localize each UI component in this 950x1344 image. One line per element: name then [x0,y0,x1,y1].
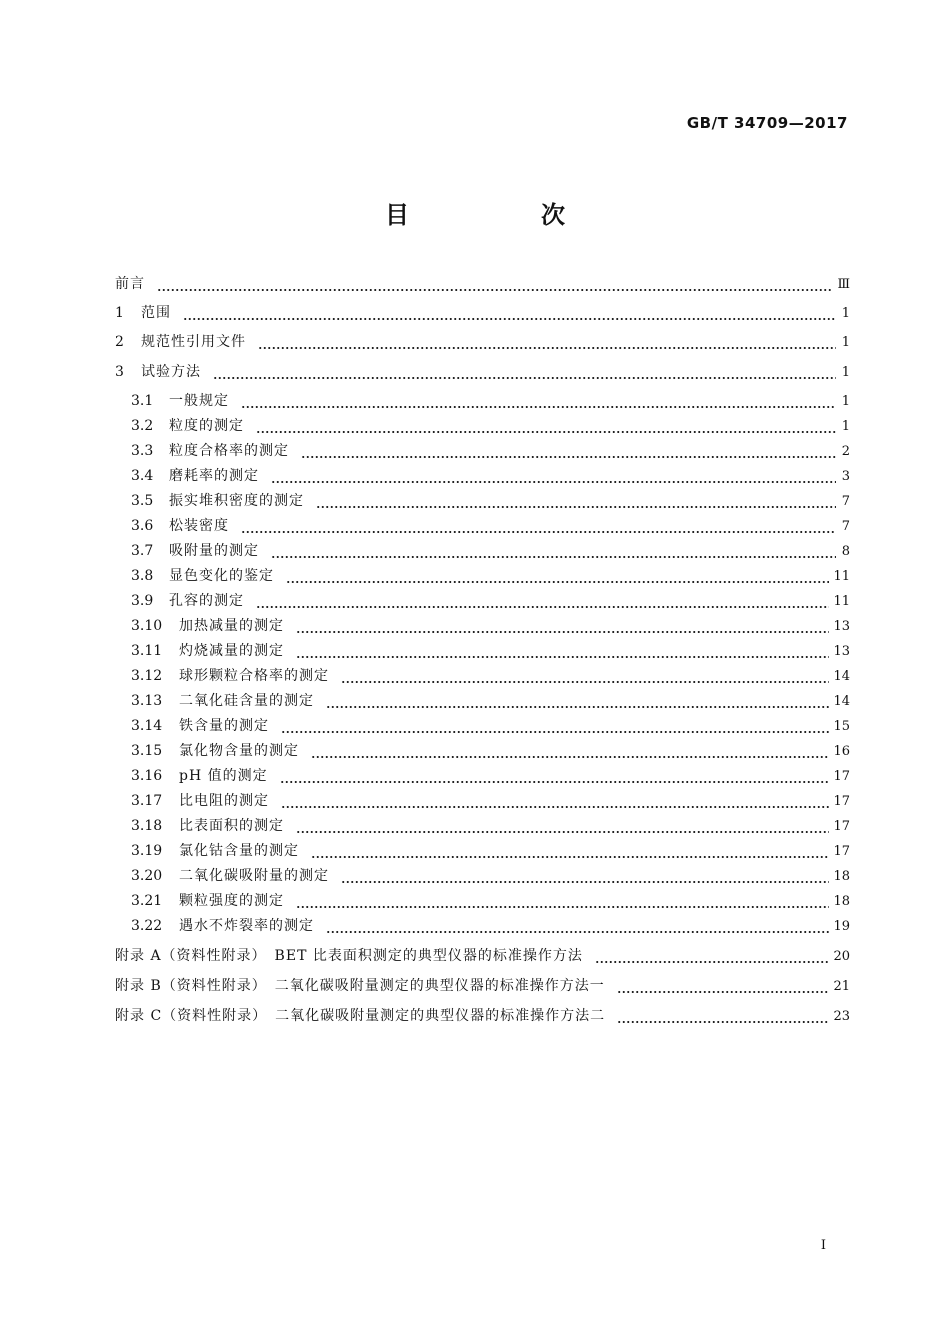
dot-leader [271,469,836,483]
toc-entry-label: 范围 [141,305,171,321]
toc-entry-3-5[interactable] [115,489,850,513]
toc-entry-number: 2 [115,334,124,350]
dot-leader [296,619,829,633]
toc-entry-page: 16 [833,743,850,759]
toc-entry-page: 17 [833,793,850,809]
toc-entry-appendix-a[interactable] [115,944,850,968]
dot-leader [157,277,833,291]
toc-entry-number: 3.13 [131,693,163,709]
toc-entry-page: 23 [833,1008,850,1024]
toc-entry-label: 二氧化硅含量的测定 [179,693,314,709]
toc-entry-3-13[interactable] [115,689,850,713]
toc-entry-label: 粒度合格率的测定 [169,443,289,459]
toc-entry-number: 3.21 [131,893,163,909]
toc-entry-foreword[interactable] [115,272,850,296]
dot-leader [316,494,836,508]
toc-entry-page: 1 [841,418,850,434]
toc-entry-page: 14 [833,668,850,684]
toc-entry-3-12[interactable] [115,664,850,688]
toc-entry-page: 7 [841,493,850,509]
toc-entry-label: 附录 C（资料性附录） 二氧化碳吸附量测定的典型仪器的标准操作方法二 [115,1008,606,1024]
dot-leader [271,544,836,558]
toc-entry-3-1[interactable] [115,389,850,413]
toc-entry-label: 颗粒强度的测定 [179,893,284,909]
dot-leader [281,794,829,808]
toc-entry-page: 2 [841,443,850,459]
dot-leader [617,1009,829,1023]
toc-entry-number: 1 [115,305,124,321]
toc-entry-3[interactable] [115,360,850,384]
toc-entry-3-9[interactable] [115,589,850,613]
toc-entry-page: 18 [833,868,850,884]
toc-entry-page: 1 [841,305,850,321]
toc-entry-label: 遇水不炸裂率的测定 [179,918,314,934]
toc-entry-3-18[interactable] [115,814,850,838]
toc-entry-number: 3.18 [131,818,163,834]
toc-entry-page: 15 [833,718,850,734]
toc-entry-number: 3.6 [131,518,154,534]
dot-leader [296,894,829,908]
toc-entry-3-14[interactable] [115,714,850,738]
toc-entry-page: 3 [841,468,850,484]
toc-entry-page: 1 [841,334,850,350]
toc-entry-number: 3.2 [131,418,154,434]
toc-entry-3-10[interactable] [115,614,850,638]
toc-entry-number: 3.16 [131,768,163,784]
toc-entry-page: 19 [833,918,850,934]
toc-entry-number: 3.15 [131,743,163,759]
toc-entry-3-21[interactable] [115,889,850,913]
dot-leader [617,979,830,993]
toc-entry-3-3[interactable] [115,439,850,463]
toc-entry-2[interactable] [115,330,850,354]
toc-entry-label: 磨耗率的测定 [169,468,259,484]
toc-entry-label: 试验方法 [141,364,201,380]
toc-entry-appendix-c[interactable] [115,1004,850,1028]
toc-entry-3-17[interactable] [115,789,850,813]
toc-entry-3-2[interactable] [115,414,850,438]
page-number: I [820,1238,826,1253]
toc-entry-3-11[interactable] [115,639,850,663]
dot-leader [301,444,836,458]
dot-leader [256,594,829,608]
toc-entry-label: 二氧化碳吸附量的测定 [179,868,329,884]
toc-entry-page: 18 [833,893,850,909]
toc-entry-label: 灼烧减量的测定 [179,643,284,659]
toc-entry-3-6[interactable] [115,514,850,538]
toc-entry-number: 3.20 [131,868,163,884]
toc-entry-number: 3.10 [131,618,163,634]
toc-entry-label: 孔容的测定 [169,593,244,609]
toc-entry-number: 3.14 [131,718,163,734]
dot-leader [281,719,829,733]
toc-entry-label: 松装密度 [169,518,229,534]
dot-leader [241,519,836,533]
toc-entry-page: 1 [841,364,850,380]
dot-leader [213,365,836,379]
toc-entry-label: 氯化物含量的测定 [179,743,299,759]
toc-entry-page: 1 [841,393,850,409]
toc-entry-number: 3.5 [131,493,154,509]
toc-entry-label: 加热减量的测定 [179,618,284,634]
toc-entry-label: 吸附量的测定 [169,543,259,559]
toc-entry-number: 3.19 [131,843,163,859]
toc-entry-3-19[interactable] [115,839,850,863]
toc-entry-number: 3.4 [131,468,154,484]
toc-entry-page: 21 [833,978,850,994]
toc-entry-label: 比表面积的测定 [179,818,284,834]
dot-leader [296,644,829,658]
toc-entry-3-16[interactable] [115,764,850,788]
toc-entry-page: 13 [833,643,850,659]
toc-entry-page: 13 [833,618,850,634]
toc-entry-page: 17 [833,768,850,784]
dot-leader [311,844,829,858]
dot-leader [280,769,830,783]
toc-entry-label: 附录 B（资料性附录） 二氧化碳吸附量测定的典型仪器的标准操作方法一 [115,978,605,994]
toc-entry-page: 11 [833,593,850,609]
toc-entry-label: 振实堆积密度的测定 [169,493,304,509]
toc-entry-label: 氯化钴含量的测定 [179,843,299,859]
toc-entry-label: 附录 A（资料性附录） BET 比表面积测定的典型仪器的标准操作方法 [115,948,583,964]
toc-entry-label: 一般规定 [169,393,229,409]
toc-entry-number: 3.9 [131,593,154,609]
toc-entry-label: 显色变化的鉴定 [169,568,274,584]
toc-entry-page: 17 [833,843,850,859]
toc-entry-page: 8 [841,543,850,559]
dot-leader [241,394,836,408]
toc-entry-page: 11 [833,568,850,584]
toc-entry-label: 规范性引用文件 [141,334,246,350]
toc-entry-number: 3.8 [131,568,154,584]
toc-entry-1[interactable] [115,301,850,325]
toc-entry-appendix-b[interactable] [115,974,850,998]
standard-code: GB/T 34709—2017 [686,114,848,132]
dot-leader [256,419,836,433]
toc-entry-page: 20 [833,948,850,964]
toc-entry-3-20[interactable] [115,864,850,888]
toc-entry-number: 3.7 [131,543,154,559]
dot-leader [183,306,836,320]
toc-entry-page: Ⅲ [837,276,850,292]
toc-entry-label: 比电阻的测定 [179,793,269,809]
dot-leader [341,869,829,883]
toc-entry-label: pH 值的测定 [179,768,268,784]
dot-leader [311,744,829,758]
toc-entry-number: 3.3 [131,443,154,459]
toc-entry-number: 3 [115,364,124,380]
toc-entry-label: 粒度的测定 [169,418,244,434]
dot-leader [296,819,829,833]
toc-entry-page: 14 [833,693,850,709]
toc-entry-number: 3.17 [131,793,163,809]
toc-entry-page: 17 [833,818,850,834]
toc-entry-number: 3.11 [131,643,163,659]
dot-leader [341,669,829,683]
toc-entry-label: 球形颗粒合格率的测定 [179,668,329,684]
dot-leader [286,569,829,583]
toc-entry-3-4[interactable] [115,464,850,488]
toc-entry-number: 3.22 [131,918,163,934]
page-title: 目 次 [385,201,619,229]
dot-leader [258,335,836,349]
toc-entry-number: 3.12 [131,668,163,684]
toc-entry-3-22[interactable] [115,914,850,938]
dot-leader [595,949,830,963]
toc-entry-3-7[interactable] [115,539,850,563]
toc-entry-page: 7 [841,518,850,534]
toc-entry-label: 前言 [115,276,145,292]
toc-entry-label: 铁含量的测定 [179,718,269,734]
dot-leader [326,919,829,933]
toc-entry-number: 3.1 [131,393,154,409]
toc-entry-3-8[interactable] [115,564,850,588]
dot-leader [326,694,829,708]
toc-entry-3-15[interactable] [115,739,850,763]
